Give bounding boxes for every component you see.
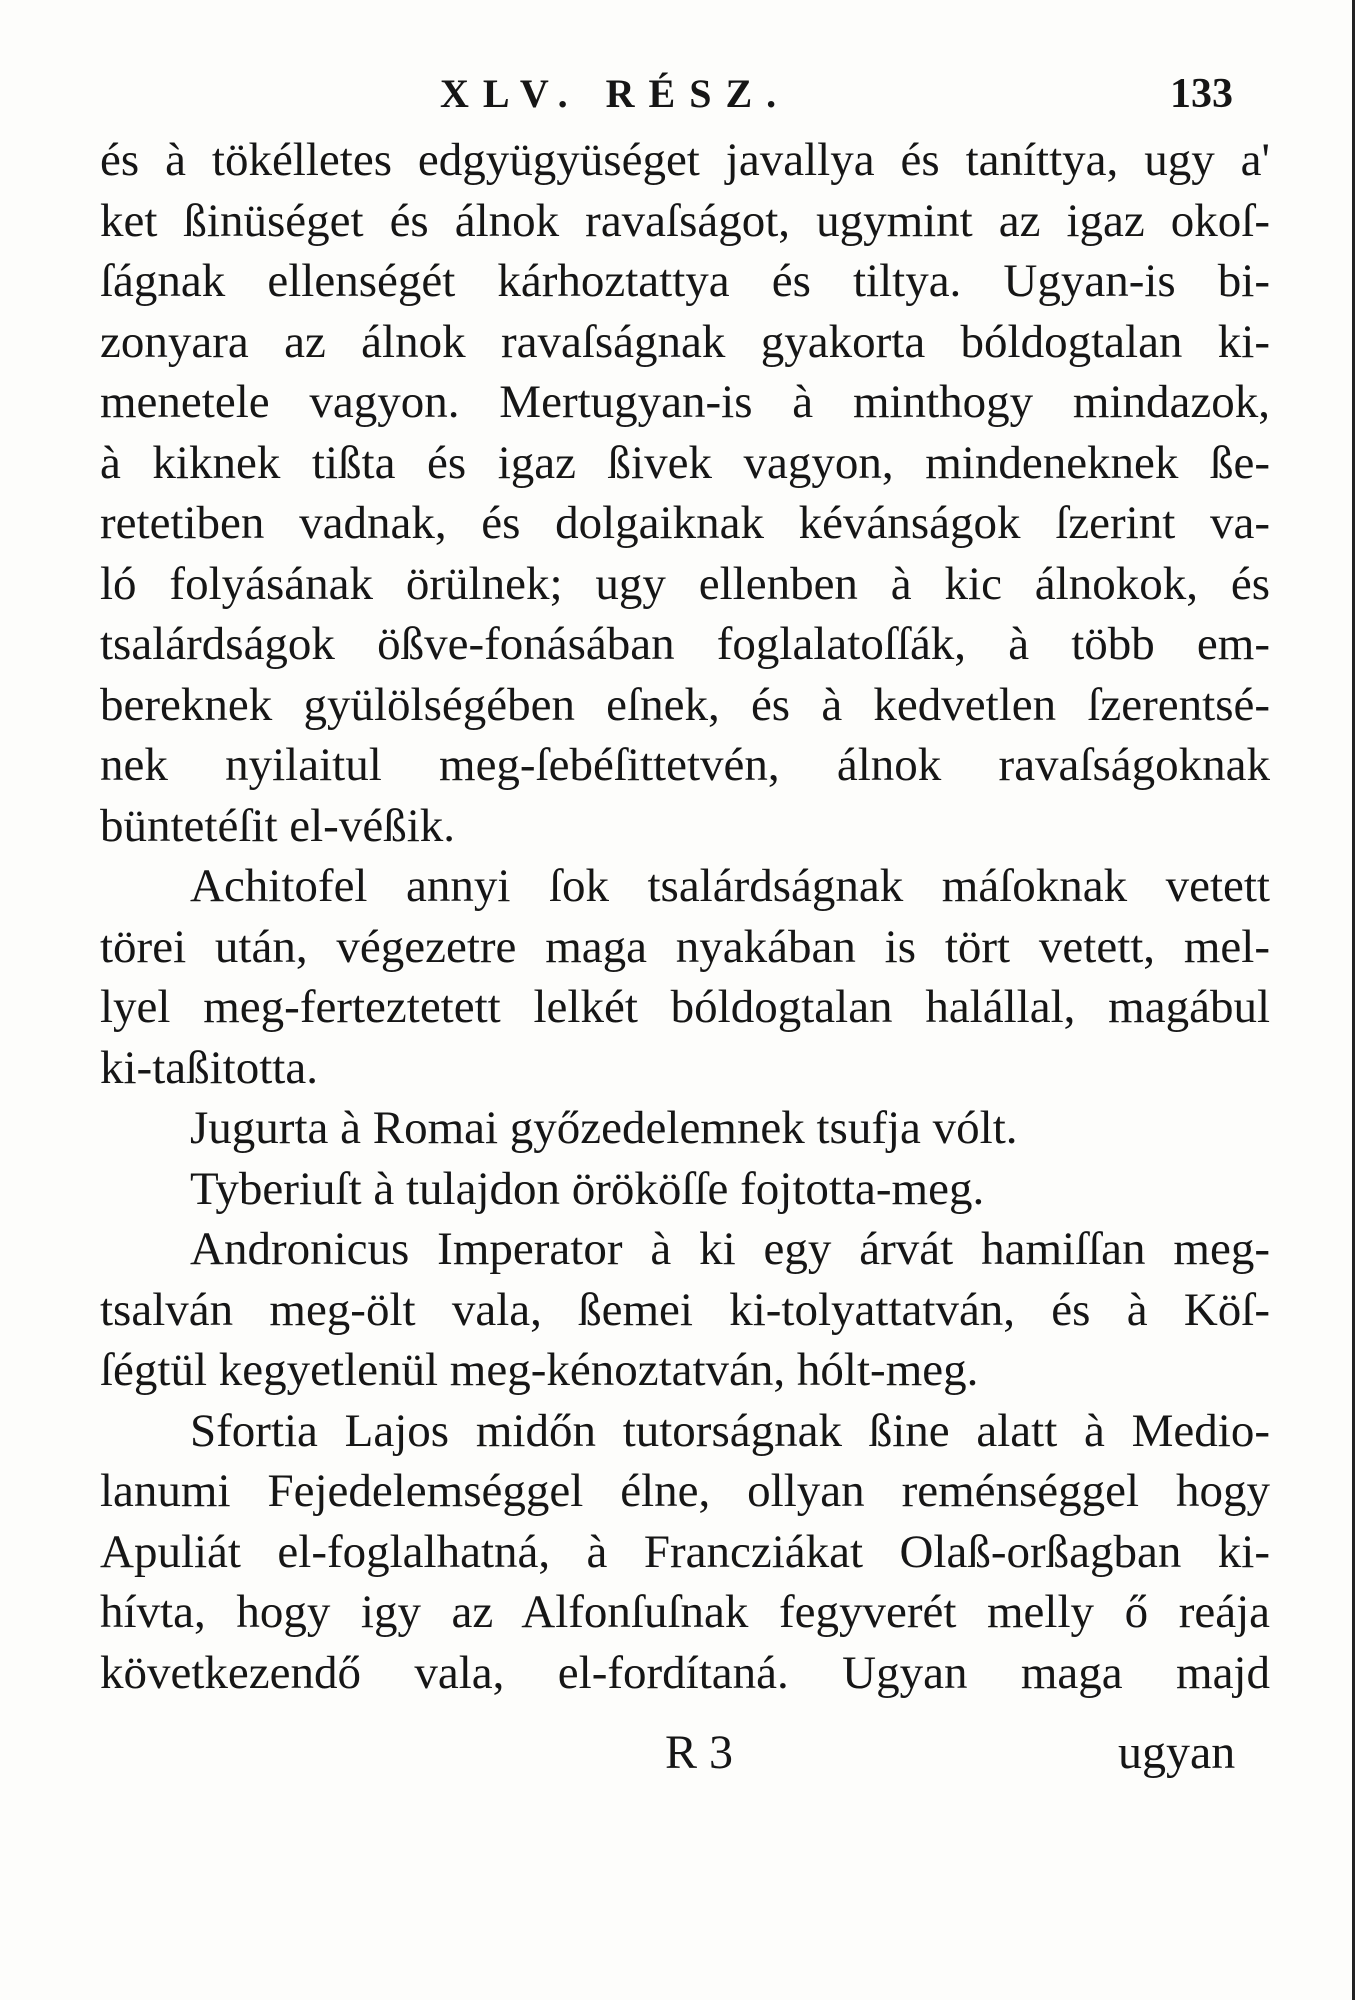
text-line: ſágnak ellenségét kárhoztattya és tiltya. Ugyan-is bi- (100, 255, 1270, 307)
text-line: tsalván meg-ölt vala, ßemei ki-tolyattatván, és à Köſ- (100, 1283, 1270, 1336)
paragraph-first-line: Achitofel annyi ſok tsalárdságnak máſoknak vetett (190, 860, 1270, 912)
page-footer (0, 1725, 1355, 1795)
text-line: következendő vala, el-fordítaná. Ugyan maga majd (100, 1646, 1270, 1699)
text-line: nek nyilaitul meg-ſebéſittetvén, álnok ravaſságoknak (100, 739, 1270, 791)
paragraph-first-line: Andronicus Imperator à ki egy árvát hamiſſan meg- (190, 1223, 1270, 1275)
text-line: bereknek gyülölségében eſnek, és à kedvetlen ſzerentsé- (100, 678, 1270, 731)
text-line: ket ßinüséget és álnok ravaſságot, ugymint az igaz okoſ- (100, 194, 1270, 247)
text-line: retetiben vadnak, és dolgaiknak kévánságok ſzerint va- (100, 497, 1270, 549)
signature-mark: R 3 (665, 1726, 734, 1779)
paragraph-first-line: Sfortia Lajos midőn tutorságnak ßine alatt à Medio- (190, 1404, 1270, 1457)
text-line: ló folyásának örülnek; ugy ellenben à kic álnokok, és (100, 557, 1270, 610)
text-line: és à tökélletes edgyügyüséget javallya és taníttya, ugy a' (100, 134, 1270, 186)
chapter-heading: XLV. RÉSZ. (440, 71, 791, 116)
text-line: hívta, hogy igy az Alfonſuſnak fegyverét melly ő reája (100, 1586, 1270, 1638)
text-line: lyel meg-ferteztetett lelkét bóldogtalan halállal, magábul (100, 981, 1270, 1033)
paragraph-first-line: Jugurta à Romai győzedelemnek tsufja vólt. (190, 1102, 1018, 1154)
running-head (0, 70, 1355, 130)
text-line: Apuliát el-foglalhatná, à Francziákat Olaß-orßagban ki- (100, 1525, 1270, 1578)
text-line: büntetéſit el-véßik. (100, 799, 456, 852)
page-body-text (100, 130, 1270, 1703)
catchword: ugyan (1118, 1726, 1236, 1779)
text-line: zonyara az álnok ravaſságnak gyakorta bóldogtalan ki- (100, 315, 1270, 368)
text-line: ki-taßitotta. (100, 1041, 318, 1094)
page-number: 133 (1170, 71, 1233, 117)
paragraph-first-line: Tyberiuſt à tulajdon örököſſe fojtotta-meg. (190, 1162, 985, 1215)
text-line: à kiknek tißta és igaz ßivek vagyon, mindeneknek ße- (100, 436, 1270, 489)
text-line: menetele vagyon. Mertugyan-is à minthogy mindazok, (100, 376, 1270, 428)
text-line: tsalárdságok ößve-fonásában foglalatoſſák, à több em- (100, 618, 1270, 670)
text-line: törei után, végezetre maga nyakában is tört vetett, mel- (100, 920, 1270, 973)
text-line: ſégtül kegyetlenül meg-kénoztatván, hólt-meg. (100, 1344, 979, 1396)
text-line: lanumi Fejedelemséggel élne, ollyan reménséggel hogy (100, 1465, 1270, 1517)
